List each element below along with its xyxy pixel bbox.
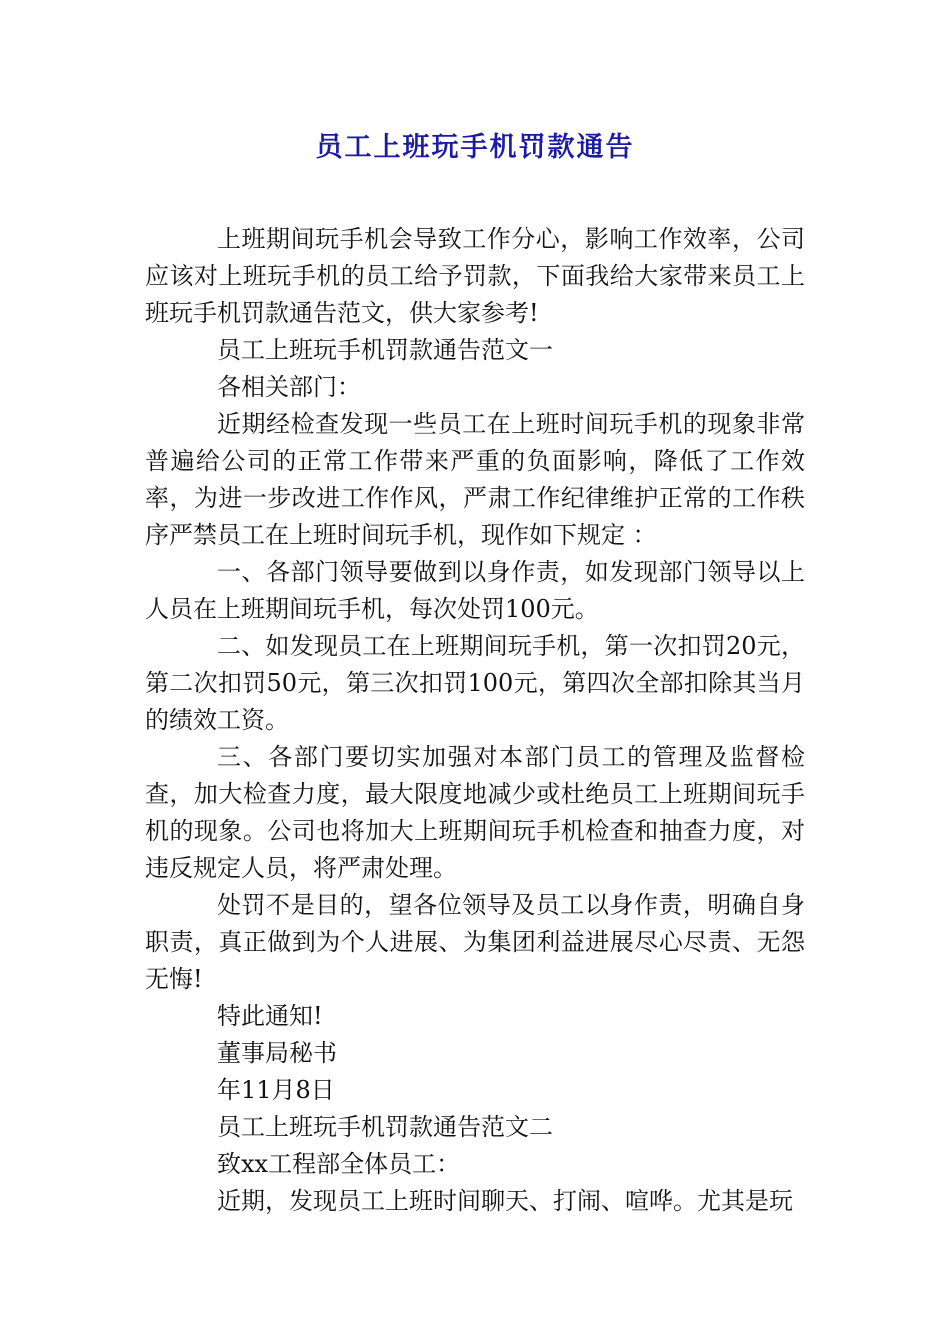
paragraph-addressee: 致xx工程部全体员工： (217, 1150, 461, 1178)
document-body (145, 221, 805, 1220)
paragraph-date: 年11月8日 (217, 1076, 335, 1104)
paragraph-rule-one: 一、各部门领导要做到以身作责，如发现部门领导以上人员在上班期间玩手机，每次处罚100元。 (145, 558, 805, 623)
paragraph-salutation: 各相关部门： (217, 373, 361, 401)
paragraph-sample-two-body: 近期，发现员工上班时间聊天、打闹、喧哗。尤其是玩 (217, 1187, 793, 1215)
paragraph-background: 近期经检查发现一些员工在上班时间玩手机的现象非常普遍给公司的正常工作带来严重的负面影响，降低了工作效率，为进一步改进工作作风，严肃工作纪律维护正常的工作秩序严禁员工在上班时间玩手机，现作如下规定 ： (145, 410, 805, 549)
paragraph-sample-one-heading: 员工上班玩手机罚款通告范文一 (217, 336, 553, 364)
paragraph-signature: 董事局秘书 (217, 1039, 337, 1067)
paragraph-notice: 特此通知! (217, 1002, 323, 1030)
document-title: 员工上班玩手机罚款通告 (315, 132, 635, 163)
paragraph-sample-two-heading: 员工上班玩手机罚款通告范文二 (217, 1113, 553, 1141)
paragraph-purpose: 处罚不是目的，望各位领导及员工以身作责，明确自身职责，真正做到为个人进展、为集团利益进展尽心尽责、无怨无悔! (145, 891, 805, 993)
paragraph-rule-three: 三、各部门要切实加强对本部门员工的管理及监督检查，加大检查力度，最大限度地减少或杜绝员工上班期间玩手机的现象。公司也将加大上班期间玩手机检查和抽查力度，对违反规定人员，将严肃处理。 (145, 743, 805, 882)
paragraph-rule-two: 二、如发现员工在上班期间玩手机，第一次扣罚20元，第二次扣罚50元，第三次扣罚100元，第四次全部扣除其当月的绩效工资。 (145, 632, 805, 734)
paragraph-intro: 上班期间玩手机会导致工作分心，影响工作效率，公司应该对上班玩手机的员工给予罚款，下面我给大家带来员工上班玩手机罚款通告范文，供大家参考! (145, 225, 805, 327)
